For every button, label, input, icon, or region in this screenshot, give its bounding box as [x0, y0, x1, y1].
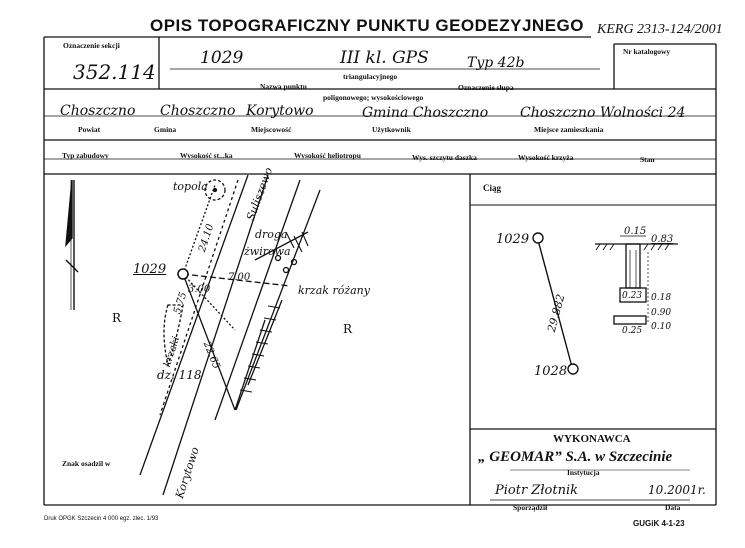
point-class-value: III kl. GPS — [340, 48, 429, 68]
dist-left-label: 5.75 — [172, 290, 190, 316]
miejscowosc-value: Korytowo — [246, 103, 314, 119]
wysokosc-heliotropu-label: Wysokość heliotropu — [294, 151, 361, 160]
zamieszkanie-label: Miejsce zamieszkania — [534, 125, 604, 134]
dist-top-label: 24.10 — [197, 222, 217, 254]
road-label: droga — [255, 228, 288, 241]
powiat-label: Powiat — [78, 125, 101, 134]
sketch-map — [140, 175, 320, 495]
marker-base-height: 0.10 — [651, 322, 672, 332]
ciag-from-label: 1029 — [496, 232, 530, 247]
dist-right-label: 7.00 — [228, 272, 251, 283]
uzytkownik-label: Użytkownik — [372, 125, 411, 134]
date-value: 10.2001r. — [648, 483, 706, 497]
section-label: Oznaczenie sekcji — [63, 41, 120, 50]
dist-mid-label: 3.00 — [188, 284, 211, 295]
point-name-label: Nazwa punktu — [260, 82, 307, 91]
marker-top-width: 0.15 — [624, 226, 647, 237]
polygon-label: poligonowego; wysokościowego — [323, 93, 424, 102]
marker-type-value: Typ 42b — [467, 55, 525, 71]
uzytkownik-value: Gmina Choszczno — [362, 105, 489, 121]
sporzadzil-label: Sporządził — [513, 503, 548, 512]
company-name: „ GEOMAR” S.A. w Szczecinie — [478, 449, 673, 465]
marker-label: Oznaczenie słupa — [458, 83, 514, 92]
wysokosc-krzyza-label: Wysokość krzyża — [518, 153, 574, 162]
typ-zabudowy-label: Typ zabudowy — [62, 151, 109, 160]
marker-mid-width: 0.23 — [622, 291, 643, 301]
dist-diag-label: 22.65 — [200, 340, 222, 371]
marker-base-width: 0.25 — [622, 326, 643, 336]
ciag-to-label: 1028 — [534, 364, 568, 379]
point-name-value: 1029 — [200, 48, 244, 68]
date-label: Data — [665, 503, 681, 512]
r-left-label: R — [112, 311, 122, 325]
section-value: 352.114 — [73, 60, 156, 84]
stan-label: Stan — [640, 155, 655, 164]
instytucja-label: Instytucja — [567, 468, 600, 477]
tree-icon — [205, 180, 225, 200]
ciag-label: Ciąg — [483, 183, 501, 193]
gmina-label: Gmina — [154, 125, 177, 134]
form-title: OPIS TOPOGRAFICZNY PUNKTU GEODEZYJNEGO — [150, 16, 584, 35]
znak-label: Znak osadzil w — [62, 459, 111, 468]
r-right-label: R — [343, 322, 353, 336]
triangulation-label: triangulacyjnego — [343, 72, 398, 81]
marker-mid-height: 0.18 — [651, 293, 672, 303]
parcel-label: dz. 118 — [157, 368, 202, 382]
gmina-value: Choszczno — [160, 103, 236, 119]
shrub-label: krzak różany — [298, 284, 370, 297]
sketch-point-label: 1029 — [133, 262, 167, 277]
marker-gap: 0.90 — [651, 308, 672, 318]
bushes-label: krzaki — [162, 335, 183, 369]
north-arrow-icon — [66, 180, 78, 310]
korytowo-label: Korytowo — [173, 445, 202, 501]
marker-depth: 0.83 — [651, 234, 674, 245]
wykonawca-label: WYKONAWCA — [553, 433, 631, 445]
zamieszkanie-value: Choszczno Wolności 24 — [520, 105, 686, 121]
ciag-distance-label: 29.882 — [545, 292, 568, 334]
kerg-number: KERG 2313-124/2001 — [597, 22, 723, 37]
wysokosc-st-label: Wysokość st...ka — [180, 151, 233, 160]
powiat-value: Choszczno — [60, 103, 136, 119]
street-label: Suliszewo — [244, 165, 276, 223]
road-label-2: żwirowa — [244, 245, 291, 258]
topola-label: topola — [173, 180, 208, 193]
print-note: Druk OPGK Szczecin 4 000 egz. zlec. 1/93 — [44, 516, 159, 522]
catalog-label: Nr katalogowy — [623, 47, 671, 56]
point-1029-marker — [178, 269, 188, 279]
miejscowosc-label: Miejscowość — [251, 125, 292, 134]
form-code: GUGiK 4-1-23 — [633, 519, 685, 528]
wysokosc-szczytu-label: Wys. szczytu daszka — [412, 153, 477, 162]
sporzadzil-value: Piotr Złotnik — [495, 483, 579, 498]
